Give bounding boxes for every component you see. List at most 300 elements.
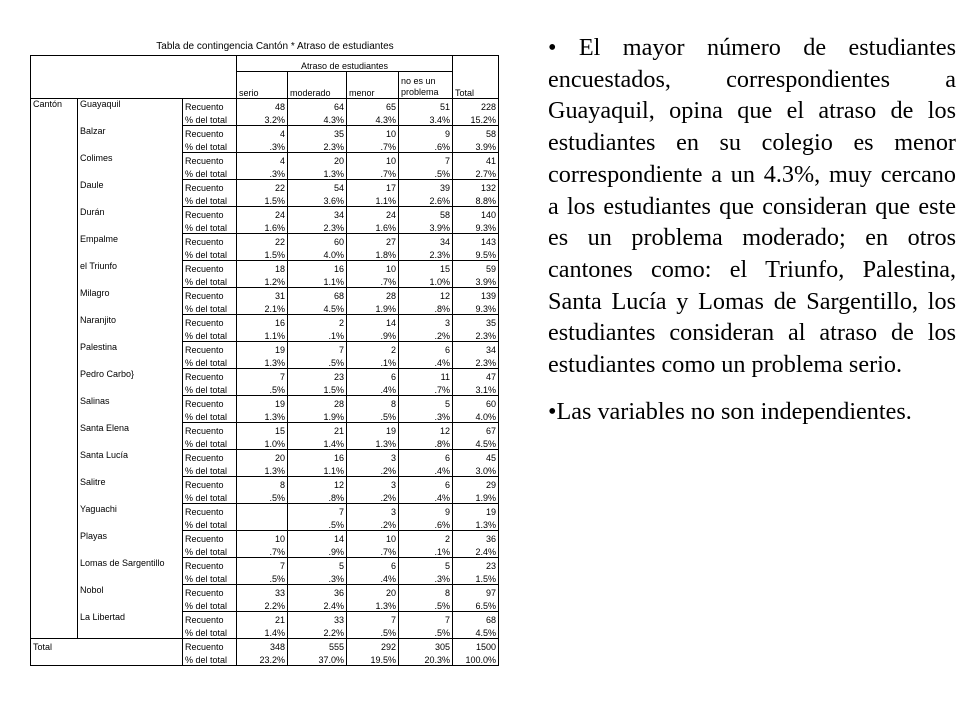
count-cell: [237, 504, 288, 518]
count-cell: 5: [399, 558, 453, 572]
total-count-cell: 555: [288, 639, 347, 653]
percent-cell: 1.3%: [288, 166, 347, 180]
percent-cell: .5%: [237, 490, 288, 504]
spacer-cell: [31, 423, 78, 437]
count-cell: 35: [453, 315, 499, 329]
percent-cell: 9.3%: [453, 301, 499, 315]
spacer-cell: [31, 585, 78, 599]
percent-cell: 3.4%: [399, 112, 453, 126]
count-cell: 12: [288, 477, 347, 491]
count-cell: 6: [399, 450, 453, 464]
spacer-cell: [31, 382, 78, 396]
percent-cell: 3.9%: [399, 220, 453, 234]
total-count-cell: 305: [399, 639, 453, 653]
stat-label: Recuento: [183, 234, 237, 248]
stat-label: Recuento: [183, 342, 237, 356]
spacer-cell: [31, 139, 78, 153]
column-header: moderado: [288, 72, 347, 99]
percent-cell: 1.4%: [237, 625, 288, 639]
count-cell: 18: [237, 261, 288, 275]
percent-cell: 2.6%: [399, 193, 453, 207]
row-name: Palestina: [78, 342, 183, 369]
percent-cell: .7%: [399, 382, 453, 396]
count-cell: 4: [237, 126, 288, 140]
count-cell: 17: [347, 180, 399, 194]
count-cell: 54: [288, 180, 347, 194]
count-cell: 16: [288, 450, 347, 464]
count-cell: 6: [347, 369, 399, 383]
stat-label: % del total: [183, 382, 237, 396]
bullet-text: •Las variables no son independientes.: [548, 397, 912, 425]
percent-cell: 1.1%: [288, 463, 347, 477]
spacer-cell: [31, 490, 78, 504]
count-cell: 8: [399, 585, 453, 599]
percent-cell: 1.5%: [237, 247, 288, 261]
percent-cell: 1.0%: [237, 436, 288, 450]
percent-cell: .5%: [237, 571, 288, 585]
count-cell: 5: [399, 396, 453, 410]
percent-cell: .6%: [399, 517, 453, 531]
percent-cell: 4.5%: [453, 436, 499, 450]
stat-label: Recuento: [183, 612, 237, 626]
count-cell: 8: [347, 396, 399, 410]
table-row: [31, 207, 499, 221]
stat-label: Recuento: [183, 315, 237, 329]
spacer-cell: [31, 126, 78, 140]
stat-label: % del total: [183, 517, 237, 531]
percent-cell: .5%: [347, 625, 399, 639]
spacer-cell: [31, 220, 78, 234]
spacer-cell: [31, 301, 78, 315]
column-header: serio: [237, 72, 288, 99]
stat-label: Recuento: [183, 639, 237, 653]
spacer-cell: [31, 409, 78, 423]
table-row: [31, 315, 499, 329]
count-cell: 7: [399, 612, 453, 626]
row-name: Santa Lucía: [78, 450, 183, 477]
count-cell: 228: [453, 99, 499, 113]
count-cell: 68: [453, 612, 499, 626]
percent-cell: 1.1%: [347, 193, 399, 207]
spacer-cell: [31, 504, 78, 518]
spacer-cell: [31, 247, 78, 261]
percent-cell: 3.2%: [237, 112, 288, 126]
stat-label: % del total: [183, 625, 237, 639]
percent-cell: .7%: [347, 544, 399, 558]
table-row: [31, 99, 499, 113]
percent-cell: .5%: [347, 409, 399, 423]
spacer-cell: [31, 328, 78, 342]
spacer-cell: [31, 625, 78, 639]
stat-label: % del total: [183, 139, 237, 153]
count-cell: 22: [237, 234, 288, 248]
group-header: Atraso de estudiantes: [237, 56, 453, 72]
count-cell: 12: [399, 288, 453, 302]
stat-label: % del total: [183, 652, 237, 666]
count-cell: 11: [399, 369, 453, 383]
count-cell: 34: [399, 234, 453, 248]
percent-cell: 4.5%: [453, 625, 499, 639]
percent-cell: 2.4%: [288, 598, 347, 612]
total-label: Total: [31, 639, 183, 653]
percent-cell: .3%: [399, 571, 453, 585]
count-cell: 3: [347, 450, 399, 464]
count-cell: 23: [288, 369, 347, 383]
percent-cell: .7%: [347, 139, 399, 153]
percent-cell: 2.3%: [288, 139, 347, 153]
total-percent-cell: 23.2%: [237, 652, 288, 666]
count-cell: 27: [347, 234, 399, 248]
count-cell: 10: [347, 153, 399, 167]
stat-label: Recuento: [183, 288, 237, 302]
percent-cell: .2%: [347, 517, 399, 531]
count-cell: 5: [288, 558, 347, 572]
spacer-cell: [31, 517, 78, 531]
spacer-cell: [31, 274, 78, 288]
percent-cell: 3.1%: [453, 382, 499, 396]
row-name: Colimes: [78, 153, 183, 180]
stat-label: % del total: [183, 274, 237, 288]
percent-cell: 15.2%: [453, 112, 499, 126]
count-cell: 51: [399, 99, 453, 113]
count-cell: 16: [288, 261, 347, 275]
row-name: Yaguachi: [78, 504, 183, 531]
stat-label: Recuento: [183, 531, 237, 545]
header-stub: [453, 56, 499, 72]
percent-cell: .3%: [288, 571, 347, 585]
percent-cell: 2.7%: [453, 166, 499, 180]
count-cell: 2: [347, 342, 399, 356]
table-row: [31, 504, 499, 518]
table-row: [31, 342, 499, 356]
percent-cell: 1.2%: [237, 274, 288, 288]
percent-cell: .2%: [347, 490, 399, 504]
stat-label: % del total: [183, 355, 237, 369]
count-cell: 6: [399, 477, 453, 491]
percent-cell: 4.0%: [453, 409, 499, 423]
total-count-cell: 292: [347, 639, 399, 653]
percent-cell: 2.3%: [453, 355, 499, 369]
count-cell: 7: [347, 612, 399, 626]
percent-cell: 1.1%: [288, 274, 347, 288]
count-cell: 58: [399, 207, 453, 221]
spacer-cell: [31, 288, 78, 302]
stat-label: % del total: [183, 328, 237, 342]
row-name: Daule: [78, 180, 183, 207]
percent-cell: 1.5%: [288, 382, 347, 396]
percent-cell: 1.3%: [237, 409, 288, 423]
percent-cell: .8%: [399, 301, 453, 315]
spacer-cell: [31, 180, 78, 194]
percent-cell: 2.3%: [399, 247, 453, 261]
percent-cell: .1%: [399, 544, 453, 558]
count-cell: 34: [453, 342, 499, 356]
row-name: Playas: [78, 531, 183, 558]
count-cell: 14: [288, 531, 347, 545]
total-percent-cell: 100.0%: [453, 652, 499, 666]
spacer-cell: [31, 193, 78, 207]
column-header: Total: [453, 72, 499, 99]
percent-cell: 4.0%: [288, 247, 347, 261]
count-cell: 3: [399, 315, 453, 329]
stat-label: Recuento: [183, 504, 237, 518]
count-cell: 10: [237, 531, 288, 545]
spacer-cell: [31, 396, 78, 410]
bullet-text: • El mayor número de estudiantes encuestados, correspondientes a Guayaquil, opina que el atraso de los estudiantes en su colegio es menor correspondiente a un 4.3%, muy cercano a los estudiantes que consideran que este es un problema moderado; en otros cantones como: el Triunfo, Palestina, Santa Lucía y Lomas de Sargentillo, los estudiantes consideran al atraso de los estudiantes como un problema serio.: [548, 34, 956, 379]
count-cell: 60: [288, 234, 347, 248]
stat-label: Recuento: [183, 99, 237, 113]
spacer-cell: [31, 315, 78, 329]
total-row: [31, 639, 499, 653]
percent-cell: 2.2%: [237, 598, 288, 612]
percent-cell: .4%: [399, 463, 453, 477]
percent-cell: 1.9%: [453, 490, 499, 504]
table-row: [31, 234, 499, 248]
percent-cell: .5%: [288, 355, 347, 369]
row-name: Salinas: [78, 396, 183, 423]
percent-cell: .7%: [347, 274, 399, 288]
percent-cell: .3%: [399, 409, 453, 423]
spacer-cell: [31, 652, 183, 666]
count-cell: 68: [288, 288, 347, 302]
total-percent-cell: 19.5%: [347, 652, 399, 666]
stat-label: % del total: [183, 490, 237, 504]
column-header: no es un problema: [399, 72, 453, 99]
count-cell: 28: [347, 288, 399, 302]
count-cell: 14: [347, 315, 399, 329]
percent-cell: 1.6%: [237, 220, 288, 234]
count-cell: 58: [453, 126, 499, 140]
percent-cell: .5%: [399, 166, 453, 180]
stat-label: Recuento: [183, 261, 237, 275]
count-cell: 48: [237, 99, 288, 113]
spacer-cell: [31, 166, 78, 180]
count-cell: 19: [347, 423, 399, 437]
total-percent-cell: 20.3%: [399, 652, 453, 666]
percent-cell: 3.0%: [453, 463, 499, 477]
count-cell: 64: [288, 99, 347, 113]
table-row: [31, 288, 499, 302]
count-cell: 12: [399, 423, 453, 437]
count-cell: 47: [453, 369, 499, 383]
stat-label: % del total: [183, 112, 237, 126]
contingency-table: [30, 55, 499, 666]
spacer-cell: [31, 355, 78, 369]
total-count-cell: 348: [237, 639, 288, 653]
count-cell: 21: [237, 612, 288, 626]
count-cell: 2: [399, 531, 453, 545]
count-cell: 7: [237, 369, 288, 383]
count-cell: 6: [399, 342, 453, 356]
count-cell: 20: [347, 585, 399, 599]
stat-label: Recuento: [183, 396, 237, 410]
count-cell: 8: [237, 477, 288, 491]
column-header: menor: [347, 72, 399, 99]
percent-cell: 1.8%: [347, 247, 399, 261]
stat-label: Recuento: [183, 153, 237, 167]
percent-cell: 1.9%: [347, 301, 399, 315]
count-cell: 24: [237, 207, 288, 221]
percent-cell: 9.3%: [453, 220, 499, 234]
row-variable-label: Cantón: [31, 99, 78, 113]
percent-cell: .5%: [288, 517, 347, 531]
percent-cell: .5%: [399, 625, 453, 639]
percent-cell: 1.3%: [237, 355, 288, 369]
spacer-cell: [31, 558, 78, 572]
stat-label: % del total: [183, 571, 237, 585]
count-cell: 20: [237, 450, 288, 464]
count-cell: 9: [399, 504, 453, 518]
table-row: [31, 423, 499, 437]
row-name: Balzar: [78, 126, 183, 153]
count-cell: 36: [288, 585, 347, 599]
count-cell: 10: [347, 531, 399, 545]
row-name: Milagro: [78, 288, 183, 315]
percent-cell: .2%: [399, 328, 453, 342]
stat-label: % del total: [183, 463, 237, 477]
percent-cell: .7%: [347, 166, 399, 180]
count-cell: 7: [399, 153, 453, 167]
table-row: [31, 531, 499, 545]
spacer-cell: [31, 450, 78, 464]
stat-label: Recuento: [183, 180, 237, 194]
table-row: [31, 180, 499, 194]
percent-cell: 1.6%: [347, 220, 399, 234]
stat-label: Recuento: [183, 450, 237, 464]
table-row: [31, 612, 499, 626]
percent-cell: 8.8%: [453, 193, 499, 207]
count-cell: 2: [288, 315, 347, 329]
percent-cell: 9.5%: [453, 247, 499, 261]
row-name: el Triunfo: [78, 261, 183, 288]
percent-cell: 1.4%: [288, 436, 347, 450]
spacer-cell: [31, 369, 78, 383]
stat-label: Recuento: [183, 126, 237, 140]
count-cell: 41: [453, 153, 499, 167]
table-row: [31, 585, 499, 599]
percent-cell: .3%: [237, 166, 288, 180]
count-cell: 16: [237, 315, 288, 329]
count-cell: 19: [453, 504, 499, 518]
count-cell: 31: [237, 288, 288, 302]
percent-cell: 1.0%: [399, 274, 453, 288]
spacer-cell: [31, 463, 78, 477]
spacer-cell: [31, 531, 78, 545]
count-cell: 15: [399, 261, 453, 275]
spacer-cell: [31, 207, 78, 221]
percent-cell: .3%: [237, 139, 288, 153]
count-cell: 7: [237, 558, 288, 572]
count-cell: 67: [453, 423, 499, 437]
table-row: [31, 450, 499, 464]
percent-cell: 1.1%: [237, 328, 288, 342]
count-cell: 35: [288, 126, 347, 140]
count-cell: 15: [237, 423, 288, 437]
percent-cell: [237, 517, 288, 531]
spacer-cell: [31, 153, 78, 167]
percent-cell: 4.3%: [347, 112, 399, 126]
percent-cell: .8%: [399, 436, 453, 450]
spacer-cell: [31, 112, 78, 126]
count-cell: 28: [288, 396, 347, 410]
count-cell: 139: [453, 288, 499, 302]
percent-cell: 1.3%: [347, 598, 399, 612]
stat-label: Recuento: [183, 477, 237, 491]
spacer-cell: [31, 477, 78, 491]
count-cell: 45: [453, 450, 499, 464]
stat-label: % del total: [183, 220, 237, 234]
count-cell: 4: [237, 153, 288, 167]
percent-cell: .9%: [347, 328, 399, 342]
count-cell: 24: [347, 207, 399, 221]
percent-cell: 4.5%: [288, 301, 347, 315]
percent-cell: 2.2%: [288, 625, 347, 639]
row-name: Santa Elena: [78, 423, 183, 450]
count-cell: 21: [288, 423, 347, 437]
table-row: [31, 558, 499, 572]
stat-label: Recuento: [183, 369, 237, 383]
percent-cell: .4%: [347, 571, 399, 585]
row-name: Nobol: [78, 585, 183, 612]
count-cell: 33: [237, 585, 288, 599]
count-cell: 20: [288, 153, 347, 167]
table-row: [31, 126, 499, 140]
stat-label: Recuento: [183, 585, 237, 599]
count-cell: 140: [453, 207, 499, 221]
percent-cell: .1%: [288, 328, 347, 342]
spacer-cell: [31, 571, 78, 585]
row-name: Naranjito: [78, 315, 183, 342]
count-cell: 3: [347, 504, 399, 518]
count-cell: 23: [453, 558, 499, 572]
percent-cell: .5%: [237, 382, 288, 396]
count-cell: 3: [347, 477, 399, 491]
stat-label: % del total: [183, 247, 237, 261]
spacer-cell: [31, 544, 78, 558]
stat-label: Recuento: [183, 423, 237, 437]
stat-label: Recuento: [183, 207, 237, 221]
total-percent-cell: 37.0%: [288, 652, 347, 666]
percent-cell: 2.3%: [288, 220, 347, 234]
stat-label: % del total: [183, 409, 237, 423]
percent-cell: .2%: [347, 463, 399, 477]
spacer-cell: [31, 436, 78, 450]
header-stub: [31, 56, 237, 72]
count-cell: 60: [453, 396, 499, 410]
count-cell: 7: [288, 504, 347, 518]
percent-cell: .6%: [399, 139, 453, 153]
percent-cell: .5%: [399, 598, 453, 612]
percent-cell: 1.3%: [237, 463, 288, 477]
count-cell: 29: [453, 477, 499, 491]
percent-cell: 2.3%: [453, 328, 499, 342]
table-row: [31, 396, 499, 410]
stat-label: % del total: [183, 166, 237, 180]
spacer-cell: [31, 598, 78, 612]
percent-cell: .7%: [237, 544, 288, 558]
count-cell: 7: [288, 342, 347, 356]
table-row: [31, 153, 499, 167]
count-cell: 6: [347, 558, 399, 572]
count-cell: 97: [453, 585, 499, 599]
count-cell: 59: [453, 261, 499, 275]
percent-cell: 2.1%: [237, 301, 288, 315]
percent-cell: .4%: [399, 490, 453, 504]
percent-cell: .9%: [288, 544, 347, 558]
count-cell: 132: [453, 180, 499, 194]
percent-cell: .1%: [347, 355, 399, 369]
stat-label: Recuento: [183, 558, 237, 572]
